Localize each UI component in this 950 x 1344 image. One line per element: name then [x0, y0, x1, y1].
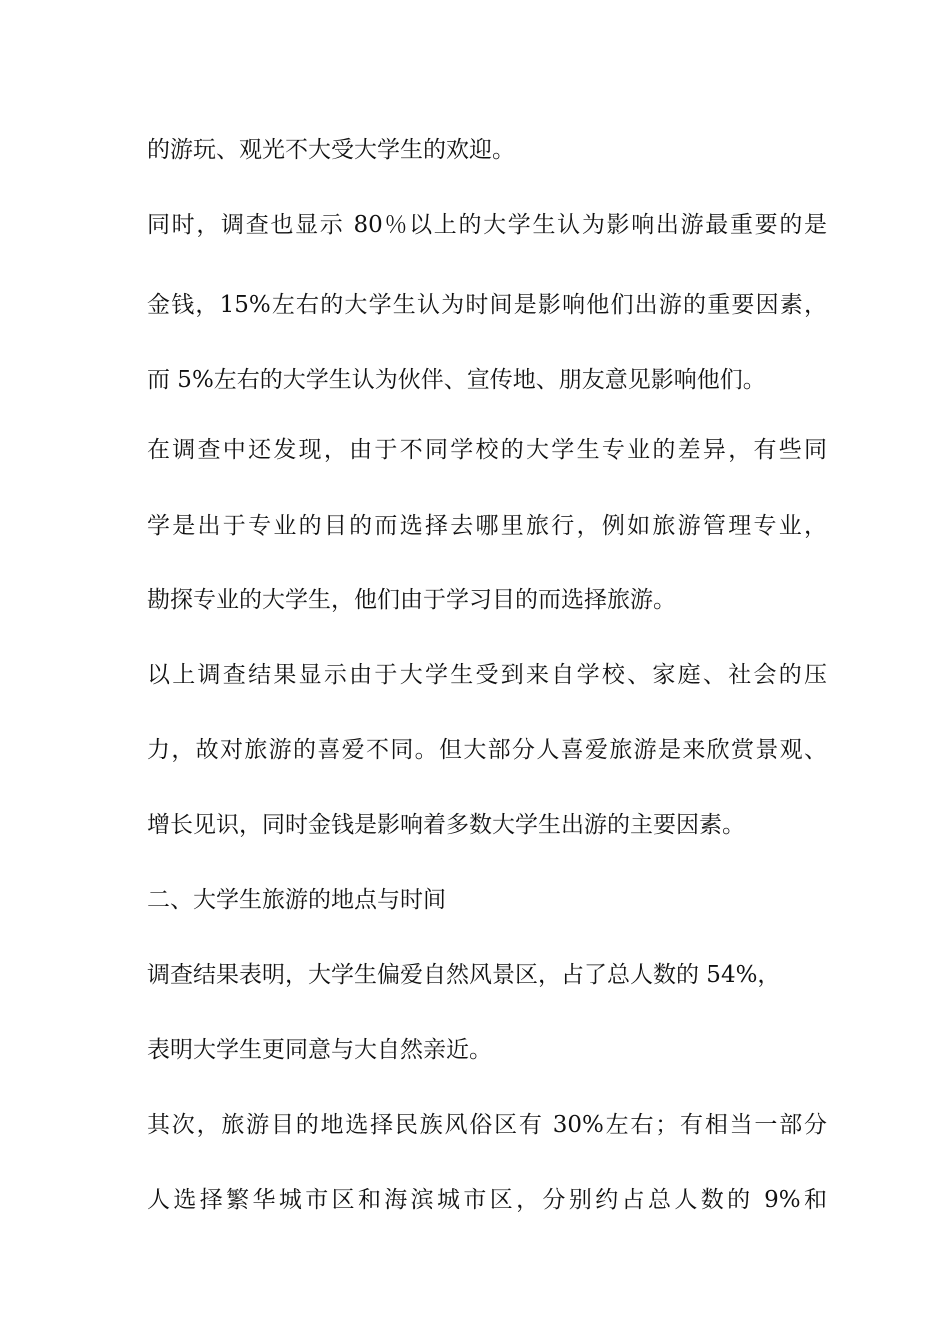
text-line-3: 金钱，15%左右的大学生认为时间是影响他们出游的重要因素， — [147, 292, 827, 318]
text-line-9: 力，故对旅游的喜爱不同。但大部分人喜爱旅游是来欣赏景观、 — [147, 737, 827, 763]
section-heading: 二、大学生旅游的地点与时间 — [147, 887, 446, 913]
text-line-10: 增长见识，同时金钱是影响着多数大学生出游的主要因素。 — [147, 812, 745, 838]
text-line-14: 其次，旅游目的地选择民族风俗区有 30%左右；有相当一部分 — [147, 1112, 827, 1138]
text-line-4: 而 5%左右的大学生认为伙伴、宣传地、朋友意见影响他们。 — [147, 367, 766, 393]
text-line-13: 表明大学生更同意与大自然亲近。 — [147, 1037, 492, 1063]
text-line-12: 调查结果表明，大学生偏爱自然风景区，占了总人数的 54%， — [147, 962, 781, 988]
text-line-8: 以上调查结果显示由于大学生受到来自学校、家庭、社会的压 — [147, 662, 827, 688]
text-line-5: 在调查中还发现，由于不同学校的大学生专业的差异，有些同 — [147, 437, 827, 463]
text-line-15: 人选择繁华城市区和海滨城市区，分别约占总人数的 9%和 — [147, 1187, 827, 1213]
text-line-2: 同时，调查也显示 80％以上的大学生认为影响出游最重要的是 — [147, 212, 827, 238]
text-line-1: 的游玩、观光不大受大学生的欢迎。 — [147, 137, 515, 163]
text-line-6: 学是出于专业的目的而选择去哪里旅行，例如旅游管理专业， — [147, 513, 827, 539]
text-line-7: 勘探专业的大学生，他们由于学习目的而选择旅游。 — [147, 587, 676, 613]
